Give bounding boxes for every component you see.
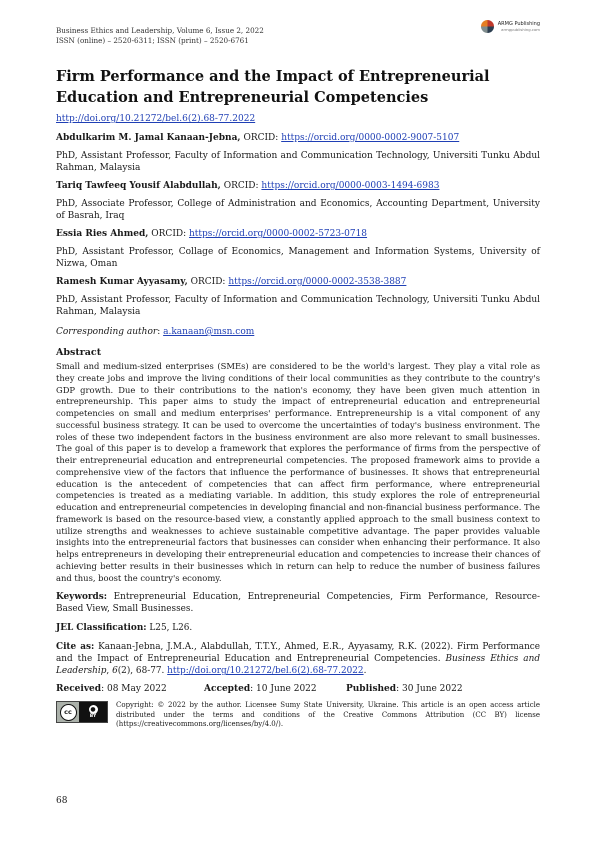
author-affiliation: PhD, Associate Professor, College of Administration and Economics, Accounting Department, University of Basrah, Iraq <box>56 199 540 221</box>
orcid-link[interactable]: https://orcid.org/0000-0002-3538-3887 <box>228 277 407 287</box>
author-line-1 <box>56 132 540 144</box>
orcid-link[interactable]: https://orcid.org/0000-0003-1494-6983 <box>261 181 440 191</box>
cc-icon: cc <box>60 704 77 721</box>
publisher-name: ARMG Publishing <box>497 20 540 27</box>
jel-classification <box>56 622 540 634</box>
author-affiliation: PhD, Assistant Professor, Faculty of Information and Communication Technology, Universiti Tunku Abdul Rahman, Malaysia <box>56 151 540 173</box>
orcid-label: ORCID: <box>190 277 226 287</box>
keywords-text: Entrepreneurial Education, Entrepreneurial Competencies, Firm Performance, Resource-Based View, Small Businesses. <box>56 592 540 615</box>
orcid-link[interactable]: https://orcid.org/0000-0002-5723-0718 <box>189 229 368 239</box>
author-name: Ramesh Kumar Ayyasamy, <box>56 277 188 287</box>
page-number: 68 <box>56 796 68 806</box>
corresponding-label: Corresponding author <box>56 327 158 337</box>
issn-line: ISSN (online) – 2520-6311; ISSN (print) – 2520-6761 <box>56 36 249 45</box>
keywords <box>56 591 540 615</box>
author-name: Tariq Tawfeeq Yousif Alabdullah, <box>56 181 221 191</box>
cite-text: Kanaan-Jebna, J.M.A., Alabdullah, T.T.Y., Ahmed, E.R., Ayyasamy, R.K. (2022). Firm Performance and the Impact of Entrepreneurial Education and Entrepreneurial Competencies. <box>56 642 541 665</box>
orcid-label: ORCID: <box>243 133 279 143</box>
publisher-tagline: armgpublishing.com <box>501 26 540 32</box>
author-name: Abdulkarim M. Jamal Kanaan-Jebna, <box>56 133 241 143</box>
orcid-label: ORCID: <box>223 181 259 191</box>
corresponding-email-link[interactable]: a.kanaan@msn.com <box>163 327 255 337</box>
author-name: Essia Ries Ahmed, <box>56 229 149 239</box>
author-line-3 <box>56 228 540 240</box>
abstract-heading: Abstract <box>56 347 102 358</box>
keywords-label: Keywords: <box>56 592 108 603</box>
corresponding-separator: : <box>157 327 161 337</box>
article-page <box>56 20 541 729</box>
jel-text: L25, L26. <box>149 623 193 634</box>
cite-end: . <box>363 666 367 677</box>
cite-journal: Business Ethics and Leadership <box>56 654 540 677</box>
abstract-text: Small and medium-sized enterprises (SMEs) are considered to be the world's largest. They play a vital role as they create jobs and improve the living conditions of their local communities as they contribute to the country's GDP growth. Due to their contributions to the nation's economy, they have been given much attention in entrepreneurship. This paper aims to study the impact of entrepreneurial education and entrepreneurial competencies on small and medium enterprises' performance. Entrepreneurship is a vital component of any successful business strategy. It can be used to overcome the uncertainties of today's business environment. The roles of these two independent factors in the business environment are also more relevant to small businesses. The goal of this paper is to develop a framework that explores the performance of firms from the perspective of their entrepreneurial education and entrepreneurial competencies. The proposed framework aims to provide a comprehensive view of the factors that influence the performance of businesses. It shows that entrepreneurial education is the antecedent of competencies that can affect firm performance, where entrepreneurial competencies is treated as a mediating variable. In addition, this study explores the role of entrepreneurial education and entrepreneurial competencies in developing financial and non-financial business performance. The framework is based on the resource-based view, a constantly applied approach to the small business context to utilize strengths and weaknesses to achieve sustainable competitive advantage. The paper provides valuable insights into the entrepreneurial factors that businesses can consider when enhancing their performance. It also helps entrepreneurs in developing their entrepreneurial education and competencies to increase their chances of achieving better results in their businesses which in return can help to reduce the number of business failures and thus, boost the country's economy. <box>56 361 540 583</box>
cc-by-badge-icon[interactable] <box>56 701 108 723</box>
license-block <box>56 701 540 729</box>
cite-volume: 6 <box>112 666 118 677</box>
published-date: Published: 30 June 2022 <box>346 684 463 695</box>
cite-label: Cite as: <box>56 642 95 653</box>
cite-pages: (2), 68-77. <box>117 666 165 677</box>
publisher-logo <box>481 20 540 33</box>
article-title: Firm Performance and the Impact of Entrepreneurial Education and Entrepreneurial Competencies <box>56 68 490 106</box>
corresponding-author <box>56 326 540 338</box>
author-line-4 <box>56 276 540 288</box>
license-text: Copyright: © 2022 by the author. Licensee Sumy State University, Ukraine. This article is an open access article distributed under the terms and conditions of the Creative Commons Attribution (CC BY) license (https://creativecommons.org/licenses/by/4.0/). <box>116 701 540 729</box>
doi-link[interactable]: http://doi.org/10.21272/bel.6(2).68-77.2022 <box>56 114 256 124</box>
orcid-link[interactable]: https://orcid.org/0000-0002-9007-5107 <box>281 133 460 143</box>
cite-doi-link[interactable]: http://doi.org/10.21272/bel.6(2).68-77.2022 <box>167 666 364 677</box>
cc-by-label: BY <box>89 714 97 720</box>
journal-header <box>56 20 540 46</box>
citation: Cite as: Kanaan-Jebna, J.M.A., Alabdullah, T.T.Y., Ahmed, E.R., Ayyasamy, R.K. (2022). Firm Performance and the Impact of Entrepreneurial Education and Entrepreneurial Competencies. Business Ethics and Leadership, 6(2), 68-77. http://doi.org/10.21272/bel.6(2).68-77.2022. <box>56 642 541 677</box>
orcid-label: ORCID: <box>151 229 187 239</box>
publisher-logo-icon <box>481 20 494 33</box>
attribution-person-icon: ● <box>90 706 96 714</box>
received-date: Received: 08 May 2022 <box>56 684 167 695</box>
author-line-2 <box>56 180 540 192</box>
publication-dates <box>56 683 540 695</box>
author-affiliation: PhD, Assistant Professor, Faculty of Information and Communication Technology, Universiti Tunku Abdul Rahman, Malaysia <box>56 295 540 317</box>
accepted-date: Accepted: 10 June 2022 <box>204 684 317 695</box>
journal-line: Business Ethics and Leadership, Volume 6, Issue 2, 2022 <box>56 26 264 35</box>
author-affiliation: PhD, Assistant Professor, Collage of Economics, Management and Information Systems, University of Nizwa, Oman <box>56 247 540 269</box>
jel-label: JEL Classification: <box>56 623 147 634</box>
